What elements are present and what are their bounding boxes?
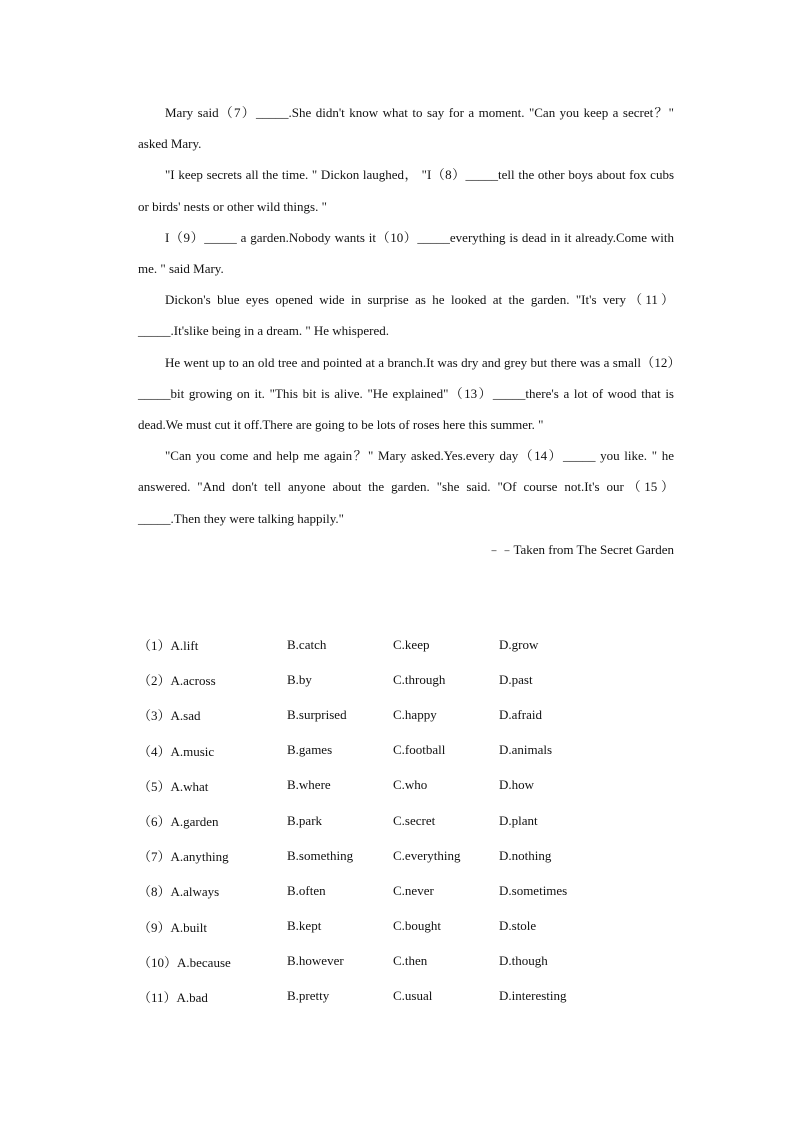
- option-c: C.happy: [393, 706, 437, 722]
- option-a: （9）A.built: [138, 919, 207, 935]
- option-row: [138, 838, 658, 873]
- option-c: C.keep: [393, 636, 430, 652]
- option-row: [138, 803, 658, 838]
- option-c: C.then: [393, 953, 428, 969]
- option-c: C.secret: [393, 812, 436, 828]
- option-row: [138, 697, 658, 732]
- option-row: [138, 979, 658, 1014]
- option-a: （4）A.music: [138, 743, 215, 759]
- option-b: B.often: [287, 882, 326, 898]
- option-d: D.animals: [499, 742, 553, 758]
- option-row: [138, 873, 658, 908]
- passage-paragraph: He went up to an old tree and pointed at a branch.It was dry and grey but there was a small（12）_____bit growing on it. "This bit is alive. "He explained"（13）_____there's a lot of wood that is dead.We must cut it off.There are going to be lots of roses here this summer. ": [138, 354, 674, 433]
- option-b: B.kept: [287, 918, 322, 934]
- option-c: C.through: [393, 671, 446, 687]
- option-c: C.everything: [393, 847, 461, 863]
- option-row: [138, 768, 658, 803]
- option-c: C.usual: [393, 988, 433, 1004]
- passage-paragraph: "Can you come and help me again？" Mary asked.Yes.every day（14）_____ you like. " he answered. "And don't tell anyone about the garden. "she said. "Of course not.It's our（15）_____.Then they were talking happily.": [138, 448, 674, 526]
- option-b: B.games: [287, 742, 333, 758]
- option-a: （11）A.bad: [138, 989, 208, 1005]
- option-d: D.afraid: [499, 706, 542, 722]
- option-c: C.who: [393, 777, 428, 793]
- option-c: C.football: [393, 742, 446, 758]
- option-b: B.where: [287, 777, 331, 793]
- option-d: D.though: [499, 953, 548, 969]
- option-c: C.never: [393, 882, 434, 898]
- passage-paragraph: I（9）_____ a garden.Nobody wants it（10）_____everything is dead in it already.Come with me. " said Mary.: [138, 229, 674, 277]
- option-row: [138, 733, 658, 768]
- option-row: [138, 662, 658, 697]
- passage-source: ﹣﹣Taken from The Secret Garden: [487, 541, 674, 557]
- reading-passage: [138, 97, 674, 565]
- option-d: D.how: [499, 777, 535, 793]
- option-a: （6）A.garden: [138, 814, 219, 830]
- option-b: B.however: [287, 953, 344, 969]
- option-a: （10）A.because: [138, 954, 231, 970]
- option-row: [138, 909, 658, 944]
- option-a: （1）A.lift: [138, 638, 199, 654]
- option-row: [138, 627, 658, 662]
- option-a: （8）A.always: [138, 884, 220, 900]
- option-row: [138, 944, 658, 979]
- option-a: （5）A.what: [138, 778, 209, 794]
- option-d: D.stole: [499, 918, 537, 934]
- option-d: D.sometimes: [499, 882, 568, 898]
- option-d: D.nothing: [499, 847, 552, 863]
- option-b: B.surprised: [287, 706, 347, 722]
- option-a: （7）A.anything: [138, 849, 229, 865]
- option-d: D.grow: [499, 636, 539, 652]
- passage-paragraph: Mary said（7）_____.She didn't know what to say for a moment. "Can you keep a secret？" asked Mary.: [138, 105, 674, 152]
- option-b: B.pretty: [287, 988, 330, 1004]
- answer-options: [138, 627, 658, 1014]
- option-a: （2）A.across: [138, 673, 216, 689]
- option-b: B.park: [287, 812, 323, 828]
- option-c: C.bought: [393, 918, 442, 934]
- option-d: D.plant: [499, 812, 538, 828]
- passage-paragraph: "I keep secrets all the time. " Dickon laughed， "I（8）_____tell the other boys about fox cubs or birds' nests or other wild things. ": [138, 167, 675, 214]
- option-d: D.interesting: [499, 988, 567, 1004]
- option-b: B.catch: [287, 636, 327, 652]
- passage-paragraph: Dickon's blue eyes opened wide in surprise as he looked at the garden. "It's very（11）_____.It'slike being in a dream. " He whispered.: [138, 292, 674, 339]
- option-d: D.past: [499, 671, 533, 687]
- option-b: B.something: [287, 847, 354, 863]
- option-b: B.by: [287, 671, 312, 687]
- option-a: （3）A.sad: [138, 708, 201, 724]
